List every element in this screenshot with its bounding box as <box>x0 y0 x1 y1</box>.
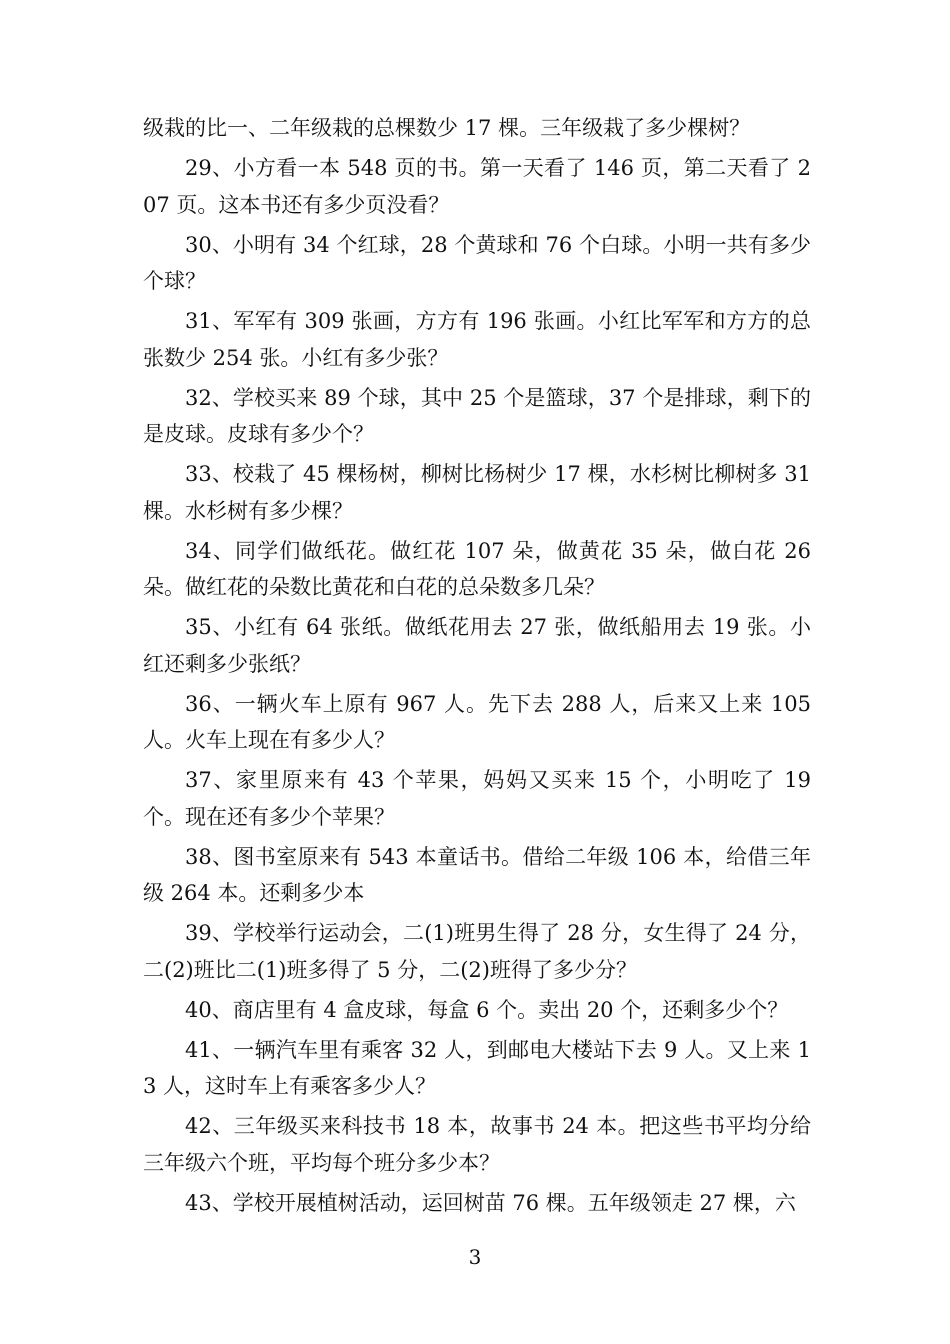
problem-41: 41、一辆汽车里有乘客 32 人，到邮电大楼站下去 9 人。又上来 13 人，这时车上有乘客多少人？ <box>143 1037 811 1098</box>
problem-38: 38、图书室原来有 543 本童话书。借给二年级 106 本，给借三年级 264 本。还剩多少本 <box>143 844 811 905</box>
page-number: 3 <box>468 1245 482 1269</box>
problem-29: 29、小方看一本 548 页的书。第一天看了 146 页，第二天看了 207 页。这本书还有多少页没看？ <box>143 156 811 217</box>
problem-list <box>143 110 811 1225</box>
problem-42: 42、三年级买来科技书 18 本，故事书 24 本。把这些书平均分给三年级六个班，平均每个班分多少本？ <box>143 1114 811 1175</box>
problem-paragraph: 级栽的比一、二年级栽的总棵数少 17 棵。三年级栽了多少棵树？ <box>143 116 751 140</box>
problem-35: 35、小红有 64 张纸。做纸花用去 27 张，做纸船用去 19 张。小红还剩多少张纸？ <box>143 615 811 676</box>
problem-32: 32、学校买来 89 个球，其中 25 个是篮球，37 个是排球，剩下的是皮球。皮球有多少个？ <box>143 385 811 446</box>
problem-43: 43、学校开展植树活动，运回树苗 76 棵。五年级领走 27 棵，六 <box>185 1190 796 1215</box>
problem-34: 34、同学们做纸花。做红花 107 朵，做黄花 35 朵，做白花 26 朵。做红花的朵数比黄花和白花的总朵数多几朵？ <box>143 538 811 599</box>
problem-37: 37、家里原来有 43 个苹果，妈妈又买来 15 个，小明吃了 19 个。现在还有多少个苹果？ <box>143 768 811 829</box>
problem-36: 36、一辆火车上原有 967 人。先下去 288 人，后来又上来 105 人。火车上现在有多少人？ <box>143 691 811 752</box>
problem-39: 39、学校举行运动会，二(1)班男生得了 28 分，女生得了 24 分，二(2)班比二(1)班多得了 5 分，二(2)班得了多少分？ <box>143 921 811 982</box>
problem-30: 30、小明有 34 个红球，28 个黄球和 76 个白球。小明一共有多少个球？ <box>143 232 811 293</box>
problem-40: 40、商店里有 4 盒皮球，每盒 6 个。卖出 20 个，还剩多少个？ <box>185 997 789 1022</box>
problem-33: 33、校栽了 45 棵杨树，柳树比杨树少 17 棵，水杉树比柳树多 31 棵。水杉树有多少棵？ <box>143 462 811 523</box>
problem-31: 31、军军有 309 张画，方方有 196 张画。小红比军军和方方的总张数少 254 张。小红有多少张？ <box>143 309 811 370</box>
